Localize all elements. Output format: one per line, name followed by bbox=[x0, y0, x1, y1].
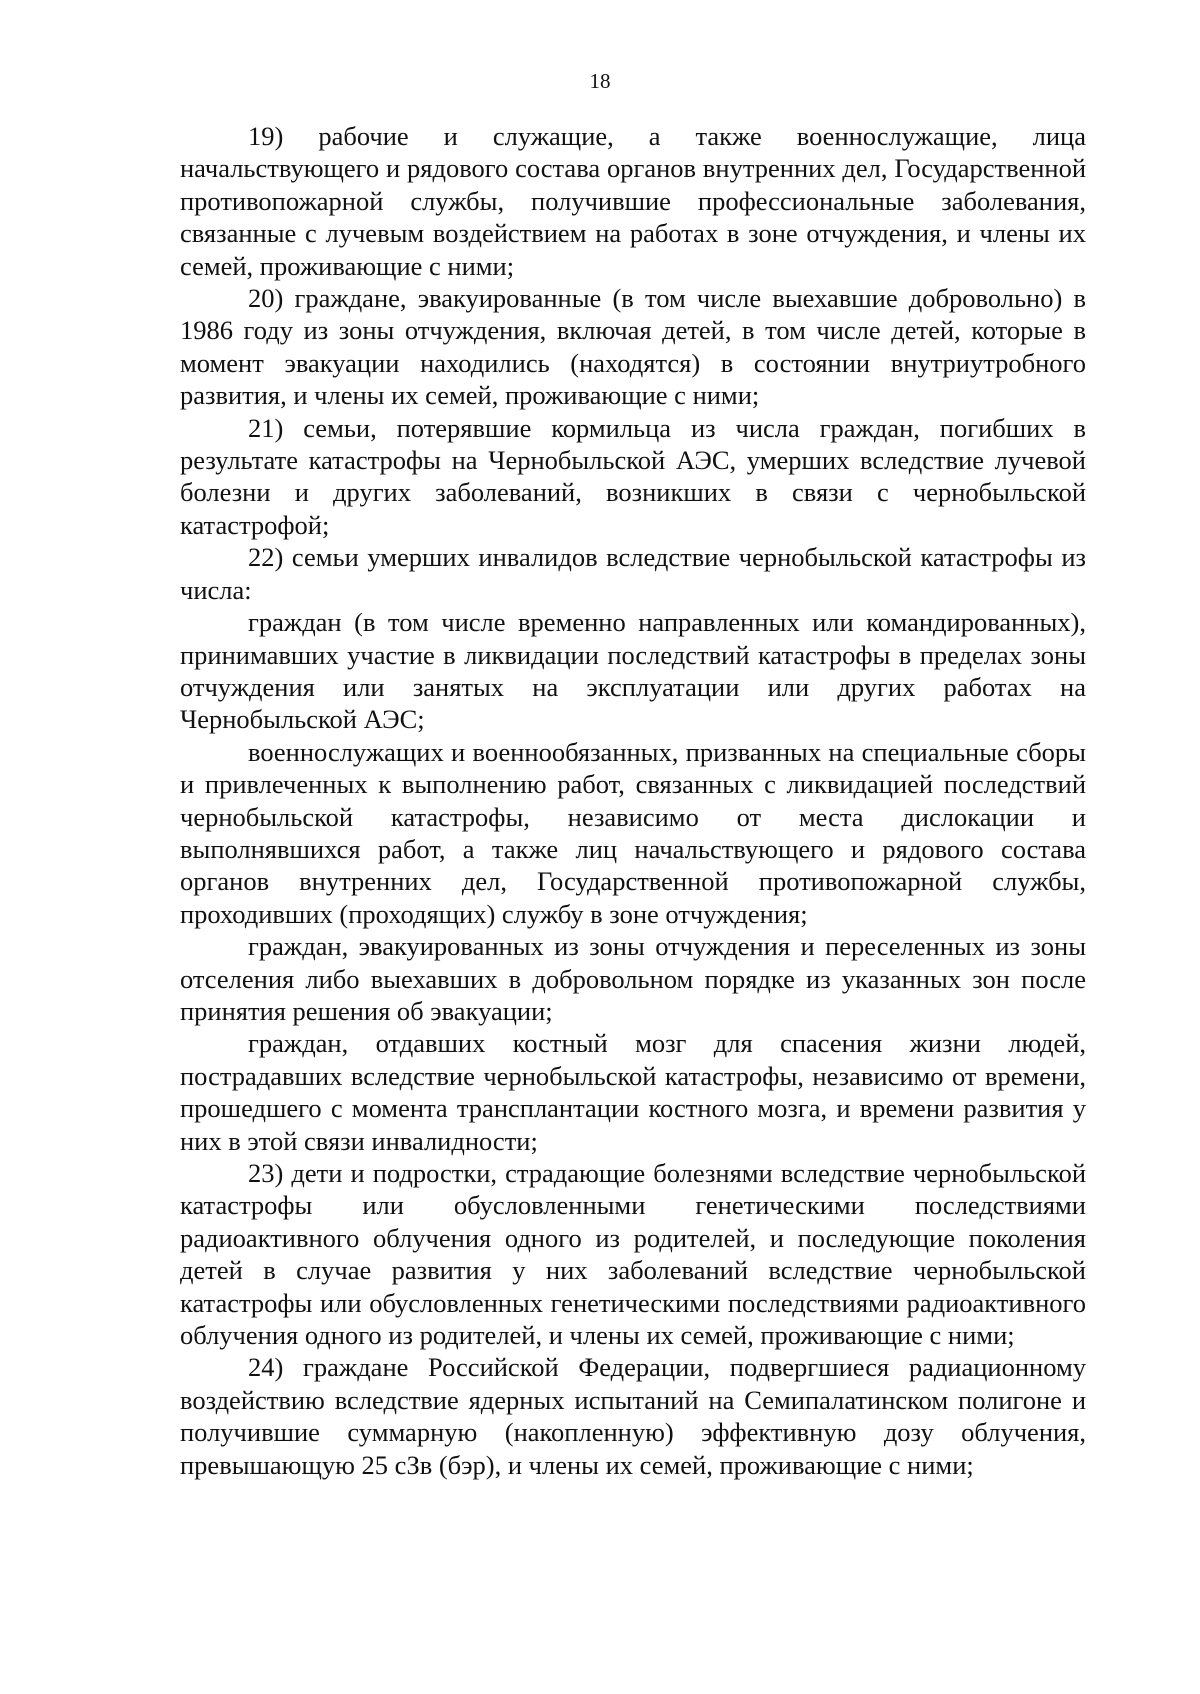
paragraph-item-22-military: военнослужащих и военнообязанных, призванных на специальные сборы и привлеченных к выполнению работ, связанных с ликвидацией последствий чернобыльской катастрофы, независимо от места дислокации и выполнявшихся работ, а также лиц начальствующего и рядового состава органов внутренних дел, Государственной противопожарной службы, проходивших (проходящих) службу в зоне отчуждения; bbox=[180, 736, 1086, 929]
paragraph-item-24: 24) граждане Российской Федерации, подвергшиеся радиационному воздействию вследствие ядерных испытаний на Семипалатинском полигоне и получившие суммарную (накопленную) эффективную дозу облучения, превышающую 25 сЗв (бэр), и члены их семей, проживающие с ними; bbox=[180, 1352, 1086, 1480]
paragraph-item-22: 22) семьи умерших инвалидов вследствие чернобыльской катастрофы из числа: bbox=[180, 542, 1086, 605]
paragraph-item-22-bone-marrow-donors: граждан, отдавших костный мозг для спасения жизни людей, пострадавших вследствие чернобыльской катастрофы, независимо от времени, прошедшего с момента трансплантации костного мозга, и времени развития у них в этой связи инвалидности; bbox=[180, 1028, 1086, 1156]
paragraph-item-23: 23) дети и подростки, страдающие болезнями вследствие чернобыльской катастрофы или обусловленными генетическими последствиями радиоактивного облучения одного из родителей, и последующие поколения детей в случае развития у них заболеваний вследствие чернобыльской катастрофы или обусловленных генетическими последствиями радиоактивного облучения одного из родителей, и члены их семей, проживающие с ними; bbox=[180, 1158, 1086, 1351]
paragraph-item-22-citizens-liquidators: граждан (в том числе временно направленных или командированных), принимавших участие в ликвидации последствий катастрофы в пределах зоны отчуждения или занятых на эксплуатации или других работах на Чернобыльской АЭС; bbox=[180, 607, 1086, 735]
document-body bbox=[180, 120, 1086, 1481]
paragraph-item-20: 20) граждане, эвакуированные (в том числе выехавшие добровольно) в 1986 году из зоны отчуждения, включая детей, в том числе детей, которые в момент эвакуации находились (находятся) в состоянии внутриутробного развития, и члены их семей, проживающие с ними; bbox=[180, 283, 1086, 411]
paragraph-item-21: 21) семьи, потерявшие кормильца из числа граждан, погибших в результате катастрофы на Чернобыльской АЭС, умерших вследствие лучевой болезни и других заболеваний, возникших в связи с чернобыльской катастрофой; bbox=[180, 412, 1086, 540]
paragraph-item-19: 19) рабочие и служащие, а также военнослужащие, лица начальствующего и рядового состава органов внутренних дел, Государственной противопожарной службы, получившие профессиональные заболевания, связанные с лучевым воздействием на работах в зоне отчуждения, и члены их семей, проживающие с ними; bbox=[180, 121, 1086, 281]
page-number: 18 bbox=[589, 69, 611, 93]
paragraph-item-22-evacuated: граждан, эвакуированных из зоны отчуждения и переселенных из зоны отселения либо выехавших в добровольном порядке из указанных зон после принятия решения об эвакуации; bbox=[180, 931, 1086, 1026]
